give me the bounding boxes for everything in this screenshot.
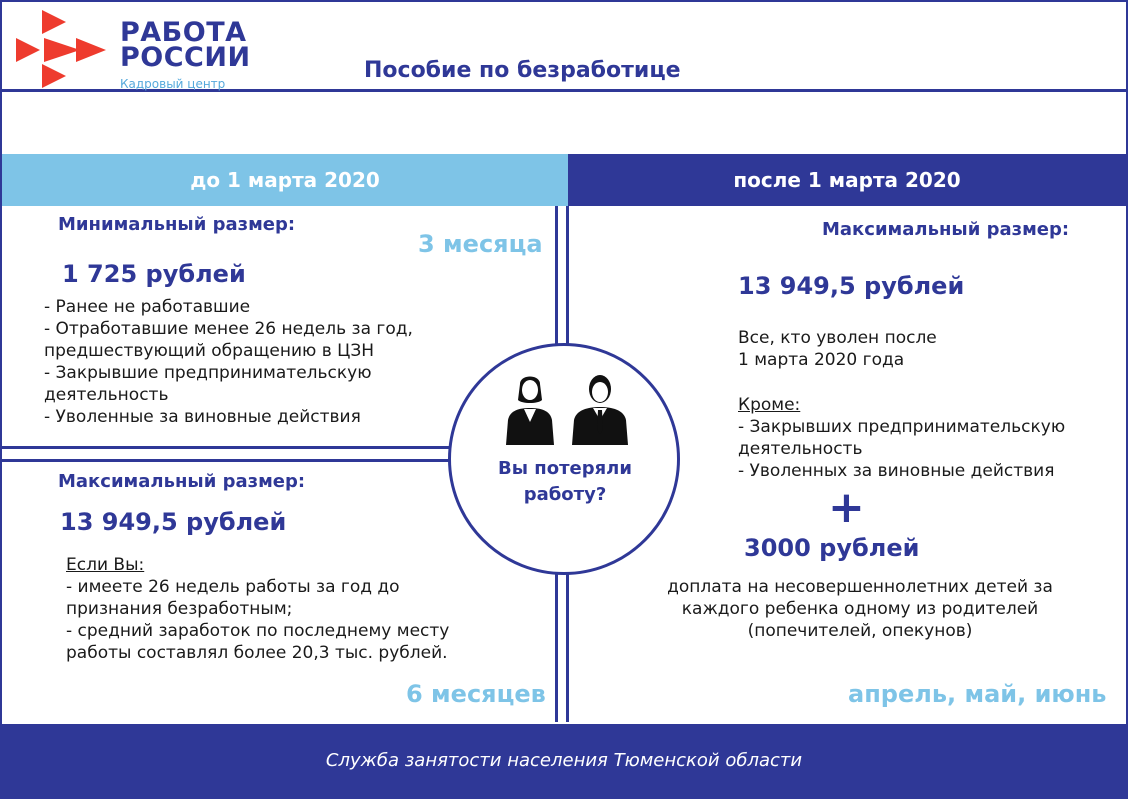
except-label: Кроме: <box>738 395 801 415</box>
question-line-2: работу? <box>523 484 607 505</box>
list-item: - Уволенных за виновные действия <box>738 461 1055 481</box>
max-amount-left: 13 949,5 рублей <box>60 508 287 536</box>
list-item: доплата на несовершеннолетних детей за <box>667 577 1053 597</box>
plus-sign: + <box>828 482 865 533</box>
lost-job-question <box>490 456 640 508</box>
list-item: (попечителей, опекунов) <box>747 621 973 641</box>
header-spacer <box>2 95 1126 153</box>
max-conditions-list <box>66 554 449 664</box>
period-6-months: 6 месяцев <box>406 680 546 708</box>
list-item: - Ранее не работавшие <box>44 297 251 317</box>
list-item: - Уволенные за виновные действия <box>44 407 361 427</box>
rabota-rossii-logo-icon <box>14 8 110 90</box>
question-line-1: Вы потеряли <box>498 458 632 479</box>
list-item: признания безработным; <box>66 599 293 619</box>
header <box>2 2 1126 92</box>
list-item: Все, кто уволен после <box>738 328 937 348</box>
list-item: - Закрывшие предпринимательскую <box>44 363 372 383</box>
logo-line-1: РАБОТА <box>120 17 247 48</box>
list-item: деятельность <box>44 385 169 405</box>
min-size-heading: Минимальный размер: <box>58 214 296 235</box>
column-header-before: до 1 марта 2020 <box>2 154 568 206</box>
list-item: работы составлял более 20,3 тыс. рублей. <box>66 643 448 663</box>
list-item: - средний заработок по последнему месту <box>66 621 450 641</box>
list-item: каждого ребенка одному из родителей <box>681 599 1039 619</box>
logo-subtitle: Кадровый центр <box>120 77 226 91</box>
right-eligibility <box>738 327 937 371</box>
if-label: Если Вы: <box>66 555 145 575</box>
bonus-amount: 3000 рублей <box>744 534 920 562</box>
list-item: - имеете 26 недель работы за год до <box>66 577 400 597</box>
period-3-months: 3 месяца <box>418 230 543 258</box>
max-size-heading-left: Максимальный размер: <box>58 471 306 492</box>
people-icon <box>500 370 635 445</box>
list-item: 1 марта 2020 года <box>738 350 905 370</box>
logo-line-2: РОССИИ <box>120 42 251 73</box>
period-april-june: апрель, май, июнь <box>848 680 1107 708</box>
max-amount-right: 13 949,5 рублей <box>738 272 965 300</box>
right-exceptions <box>738 394 1065 482</box>
page-title: Пособие по безработице <box>364 58 681 83</box>
bonus-description <box>620 576 1100 642</box>
list-item: - Отработавшие менее 26 недель за год, <box>44 319 413 339</box>
min-conditions-list <box>44 296 413 428</box>
footer: Служба занятости населения Тюменской области <box>2 724 1126 797</box>
list-item: деятельность <box>738 439 863 459</box>
max-size-heading-right: Максимальный размер: <box>822 219 1070 240</box>
column-header-after: после 1 марта 2020 <box>568 154 1126 206</box>
list-item: - Закрывших предпринимательскую <box>738 417 1066 437</box>
min-amount: 1 725 рублей <box>62 260 246 288</box>
logo-title <box>120 17 251 73</box>
list-item: предшествующий обращению в ЦЗН <box>44 341 375 361</box>
